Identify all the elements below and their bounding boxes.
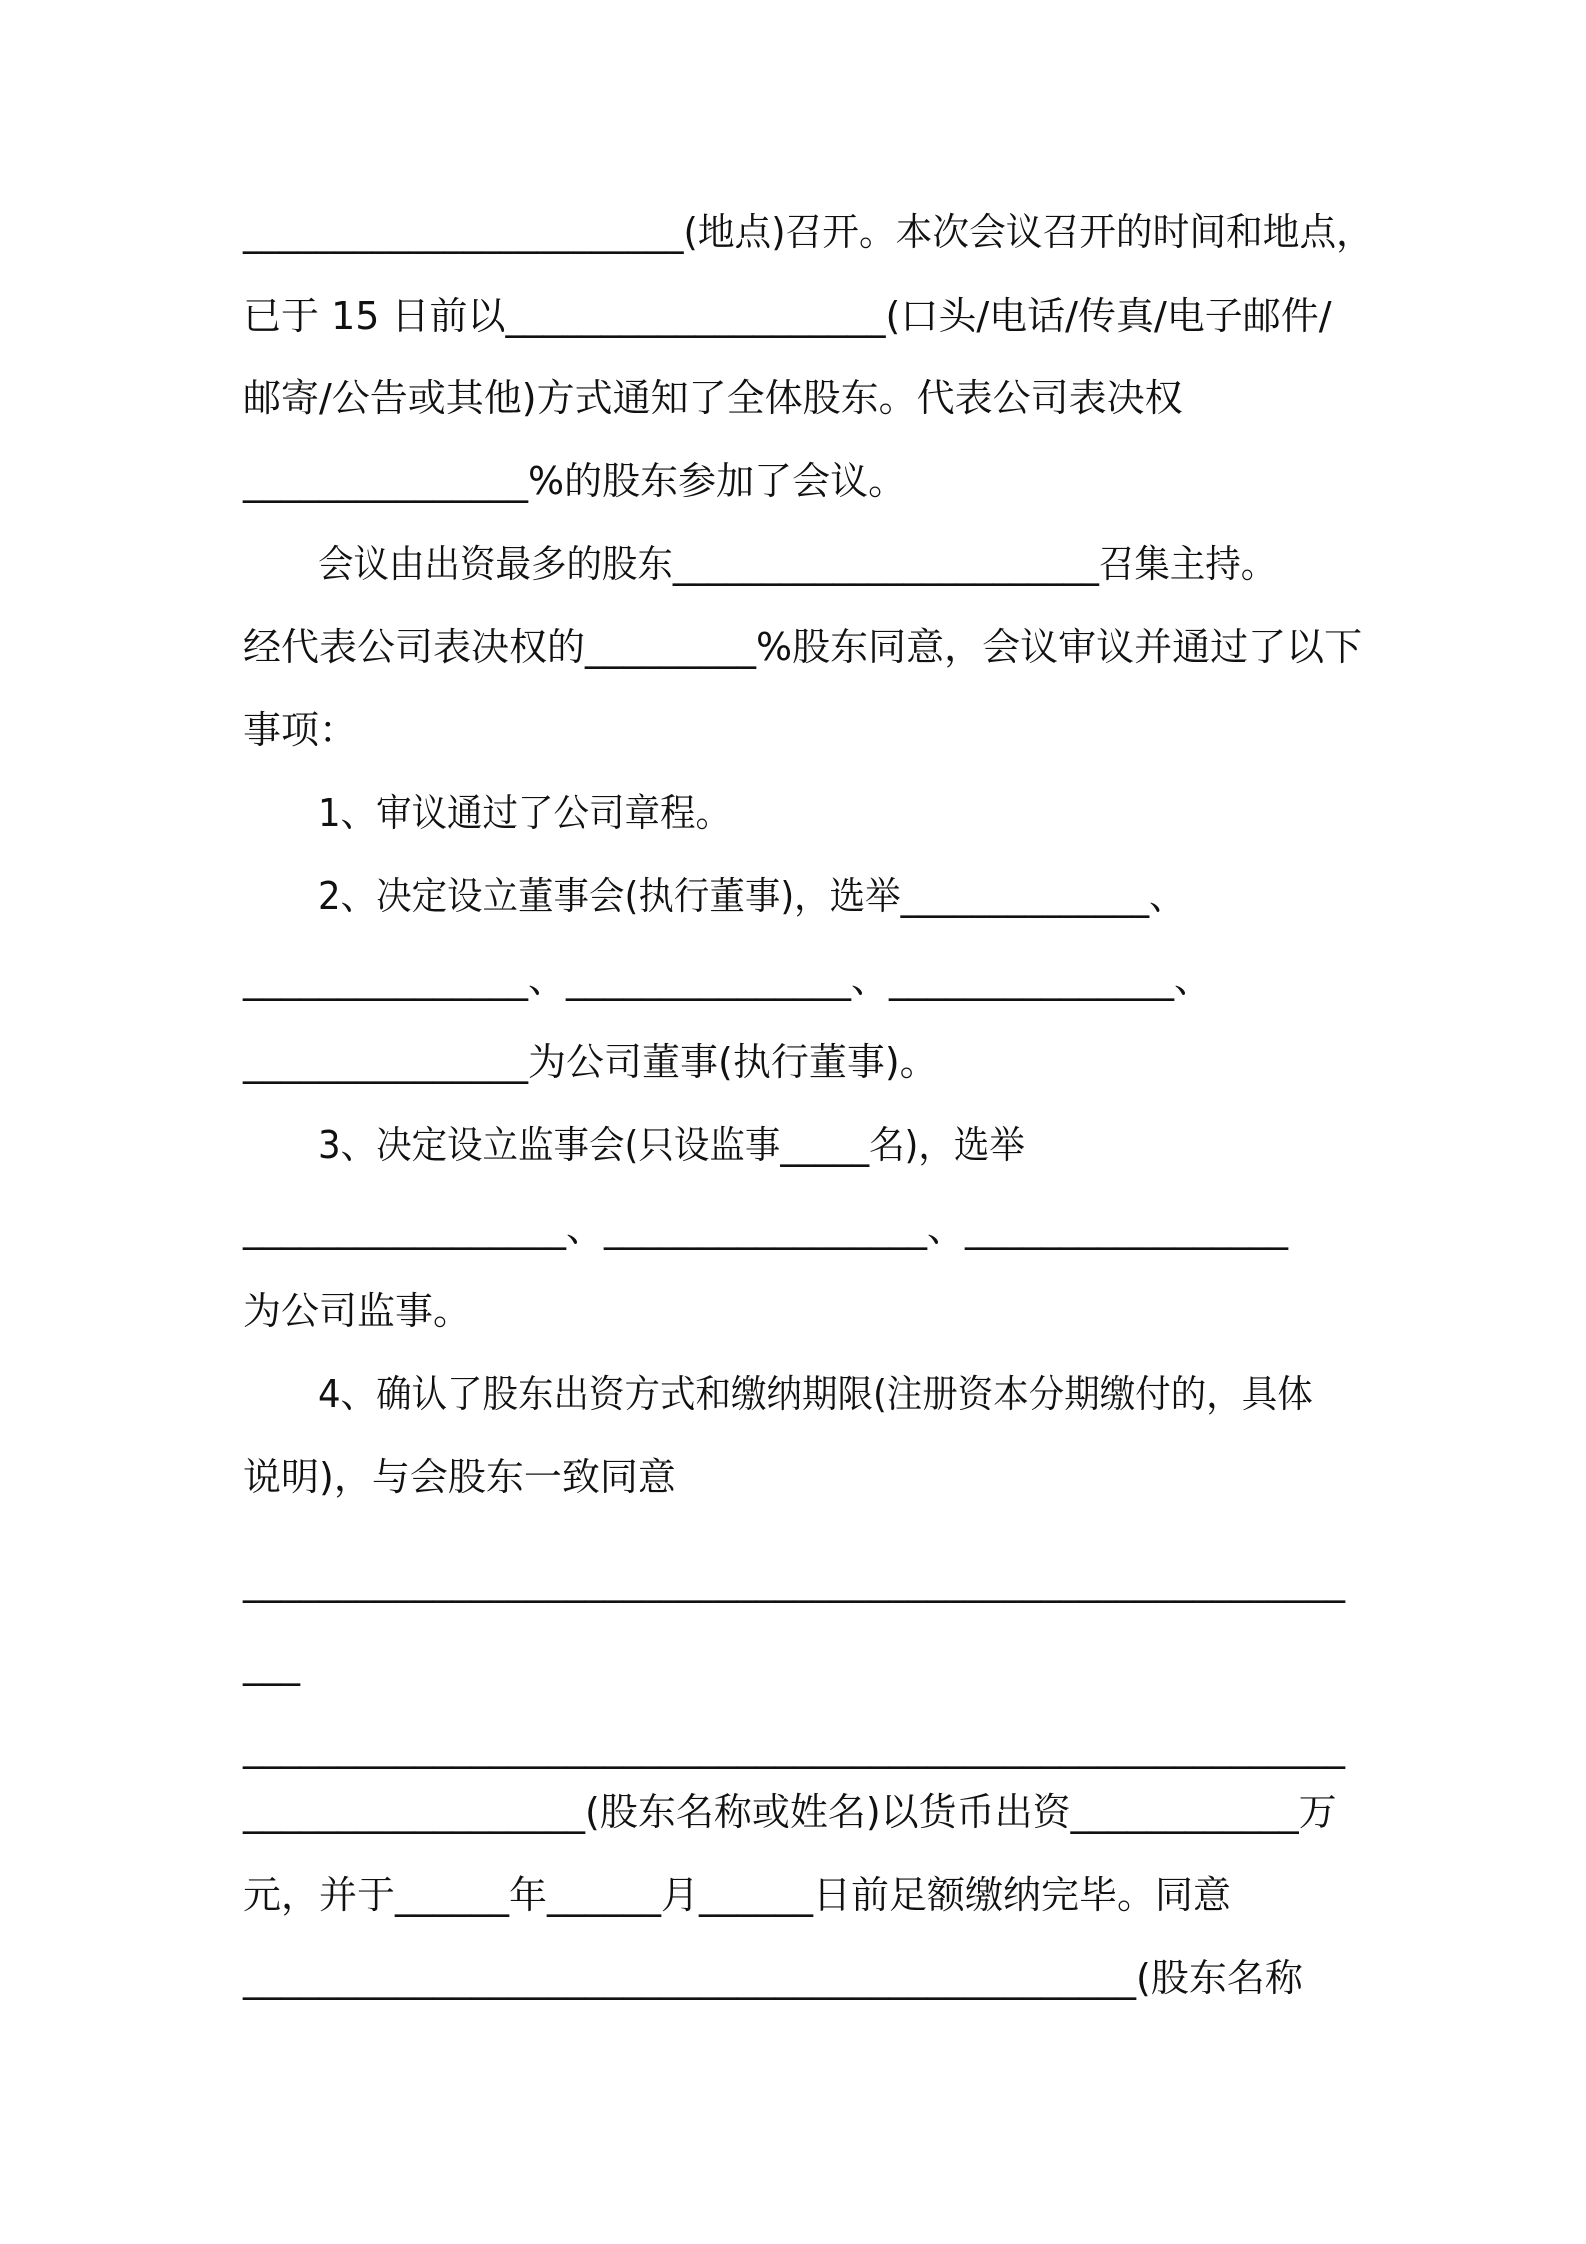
text-line-18: ___ bbox=[243, 1642, 300, 1686]
text-line-8: 1、审议通过了公司章程。 bbox=[318, 791, 732, 835]
text-line-4: _______________%的股东参加了会议。 bbox=[243, 459, 907, 503]
text-line-5: 会议由出资最多的股东________________________召集主持。 bbox=[318, 542, 1277, 586]
text-line-9: 2、决定设立董事会(执行董事)，选举______________、 bbox=[318, 874, 1185, 918]
text-line-6: 经代表公司表决权的_________%股东同意，会议审议并通过了以下 bbox=[243, 625, 1363, 669]
text-line-13: _________________、_________________、_________________ bbox=[243, 1206, 1289, 1250]
text-line-2: 已于 15 日前以____________________(口头/电话/传真/电子邮件/ bbox=[243, 294, 1332, 338]
text-line-20: __________________(股东名称或姓名)以货币出资____________万 bbox=[243, 1790, 1337, 1834]
text-line-10: _______________、_______________、_______________、 bbox=[243, 957, 1213, 1001]
text-line-7: 事项： bbox=[243, 708, 358, 752]
text-line-21: 元，并于______年______月______日前足额缴纳完毕。同意 bbox=[243, 1873, 1232, 1917]
text-line-14: 为公司监事。 bbox=[243, 1289, 472, 1333]
text-line-1: ________________________(地点)召开。本次会议召开的时间和地点， bbox=[243, 210, 1373, 254]
text-line-3: 邮寄/公告或其他)方式通知了全体股东。代表公司表决权 bbox=[243, 376, 1183, 420]
text-line-12: 3、决定设立监事会(只设监事_____名)，选举 bbox=[318, 1123, 1025, 1167]
text-line-22: _______________________________________________(股东名称 bbox=[243, 1956, 1303, 2000]
text-line-19: __________________________________________________________ bbox=[243, 1725, 1345, 1769]
text-line-16: 说明)，与会股东一致同意 bbox=[243, 1455, 676, 1499]
text-line-17: __________________________________________________________ bbox=[243, 1559, 1345, 1603]
text-line-15: 4、确认了股东出资方式和缴纳期限(注册资本分期缴付的，具体 bbox=[318, 1372, 1313, 1416]
text-line-11: _______________为公司董事(执行董事)。 bbox=[243, 1040, 938, 1084]
